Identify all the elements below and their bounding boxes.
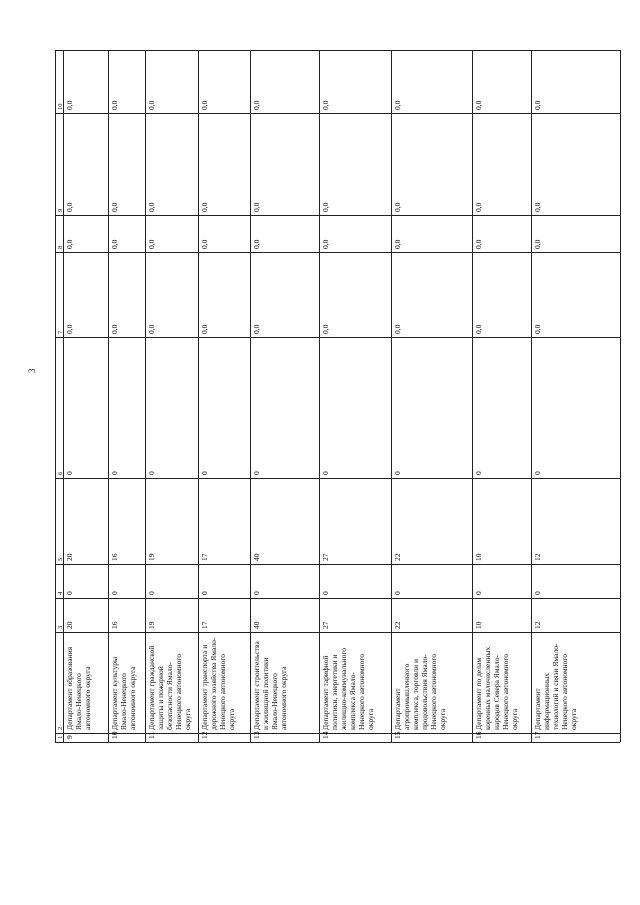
header-cell: 10 xyxy=(57,103,64,110)
table-row-border xyxy=(198,50,199,742)
data-table xyxy=(55,50,620,742)
table-cell: 0 xyxy=(321,471,330,475)
table-cell: 19 xyxy=(147,553,156,561)
table-cell: 0,0 xyxy=(147,324,156,334)
table-cell: 12 xyxy=(533,621,542,629)
table-cell: 0,0 xyxy=(474,324,483,334)
table-column-border xyxy=(55,252,620,253)
table-cell: 0,0 xyxy=(474,100,483,110)
table-row-border xyxy=(55,50,56,742)
table-cell: 10 xyxy=(474,553,483,561)
department-name-cell: Департамент образования Ямало-Ненецкого автономного округа xyxy=(65,646,92,730)
table-row-border xyxy=(250,50,251,742)
table-cell: 0 xyxy=(533,591,542,595)
table-row-border xyxy=(145,50,146,742)
table-cell: 0,0 xyxy=(147,202,156,212)
table-cell: 27 xyxy=(321,621,330,629)
table-cell: 20 xyxy=(65,621,74,629)
table-cell: 0,0 xyxy=(65,324,74,334)
table-column-border xyxy=(55,742,620,743)
table-cell: 17 xyxy=(200,621,209,629)
table-cell: 0,0 xyxy=(147,239,156,249)
table-cell: 0,0 xyxy=(200,202,209,212)
table-cell: 0 xyxy=(110,591,119,595)
table-cell: 20 xyxy=(65,553,74,561)
header-cell: 7 xyxy=(57,330,64,334)
table-cell: 0 xyxy=(321,591,330,595)
table-row-border xyxy=(319,50,320,742)
table-cell: 9 xyxy=(65,735,74,739)
table-row-border xyxy=(531,50,532,742)
table-cell: 16 xyxy=(110,621,119,629)
table-cell: 40 xyxy=(252,553,261,561)
table-cell: 0 xyxy=(474,471,483,475)
table-cell: 0 xyxy=(393,591,402,595)
table-cell: 0,0 xyxy=(533,202,542,212)
table-cell: 0 xyxy=(147,471,156,475)
table-cell: 0,0 xyxy=(393,202,402,212)
header-cell: 9 xyxy=(57,208,64,212)
department-name-cell: Департамент по делам коренных малочисленных народов Севера Ямало- Ненецкого автономного округа xyxy=(474,646,519,730)
table-cell: 0 xyxy=(200,591,209,595)
table-cell: 0 xyxy=(147,591,156,595)
table-cell: 0 xyxy=(110,471,119,475)
table-cell: 0 xyxy=(533,471,542,475)
header-cell: 1 xyxy=(57,735,64,739)
table-cell: 15 xyxy=(393,731,402,739)
table-cell: 0,0 xyxy=(533,239,542,249)
table-cell: 10 xyxy=(110,731,119,739)
table-cell: 0 xyxy=(252,471,261,475)
table-row-border xyxy=(391,50,392,742)
header-cell: 3 xyxy=(57,625,64,629)
table-row-border xyxy=(472,50,473,742)
table-cell: 0 xyxy=(200,471,209,475)
department-name-cell: Департамент информационных технологий и связи Ямало- Ненецкого автономного округа xyxy=(533,643,578,730)
table-cell: 0,0 xyxy=(321,324,330,334)
table-column-border xyxy=(55,337,620,338)
table-cell: 0,0 xyxy=(110,202,119,212)
table-column-border xyxy=(55,478,620,479)
table-cell: 0 xyxy=(65,471,74,475)
table-cell: 17 xyxy=(200,553,209,561)
table-row-border xyxy=(108,50,109,742)
table-cell: 13 xyxy=(252,731,261,739)
table-cell: 22 xyxy=(393,621,402,629)
table-cell: 0,0 xyxy=(474,239,483,249)
table-cell: 27 xyxy=(321,553,330,561)
table-cell: 11 xyxy=(147,731,156,739)
table-cell: 0 xyxy=(393,471,402,475)
department-name-cell: Департамент агропромышленного комплекса, торговли и продовольствия Ямало- Ненецкого автономного округа xyxy=(393,653,447,730)
table-column-border xyxy=(55,598,620,599)
header-cell: 8 xyxy=(57,245,64,249)
table-cell: 0,0 xyxy=(65,202,74,212)
table-column-border xyxy=(55,215,620,216)
table-cell: 0,0 xyxy=(110,239,119,249)
table-cell: 0,0 xyxy=(65,100,74,110)
table-cell: 22 xyxy=(393,553,402,561)
table-cell: 0,0 xyxy=(252,324,261,334)
table-cell: 0 xyxy=(65,591,74,595)
table-cell: 0,0 xyxy=(200,324,209,334)
table-cell: 0,0 xyxy=(393,239,402,249)
table-cell: 0,0 xyxy=(200,100,209,110)
header-cell: 6 xyxy=(57,471,64,475)
table-cell: 0,0 xyxy=(533,100,542,110)
table-cell: 0,0 xyxy=(393,100,402,110)
table-cell: 12 xyxy=(533,553,542,561)
table-row-border xyxy=(63,50,64,742)
table-cell: 0,0 xyxy=(200,239,209,249)
department-name-cell: Департамент строительства и жилищной политики Ямало-Ненецкого автономного округа xyxy=(252,641,288,730)
table-cell: 0,0 xyxy=(533,324,542,334)
table-cell: 19 xyxy=(147,621,156,629)
table-cell: 10 xyxy=(474,621,483,629)
table-cell: 0,0 xyxy=(393,324,402,334)
table-cell: 14 xyxy=(321,731,330,739)
table-cell: 0,0 xyxy=(110,100,119,110)
table-cell: 16 xyxy=(474,731,483,739)
page-number: 3 xyxy=(27,368,37,373)
table-cell: 0,0 xyxy=(65,239,74,249)
table-column-border xyxy=(55,113,620,114)
table-cell: 0,0 xyxy=(321,239,330,249)
table-column-border xyxy=(55,632,620,633)
table-cell: 0,0 xyxy=(147,100,156,110)
table-row-border xyxy=(620,50,621,742)
header-cell: 5 xyxy=(57,557,64,561)
table-cell: 40 xyxy=(252,621,261,629)
table-cell: 0,0 xyxy=(474,202,483,212)
table-column-border xyxy=(55,564,620,565)
table-cell: 16 xyxy=(110,553,119,561)
department-name-cell: Департамент транспорта и дорожного хозяйства Ямало- Ненецкого автономного округа xyxy=(200,637,236,730)
table-cell: 12 xyxy=(200,731,209,739)
header-cell: 4 xyxy=(57,591,64,595)
table-cell: 0,0 xyxy=(252,239,261,249)
department-name-cell: Департамент культуры Ямало-Ненецкого автономного округа xyxy=(110,656,137,730)
table-cell: 17 xyxy=(533,731,542,739)
department-name-cell: Департамент тарифной политики, энергетики и жилищно-коммунального комплекса Ямало- Ненецкого автономного округа xyxy=(321,647,375,730)
table-cell: 0,0 xyxy=(110,324,119,334)
department-name-cell: Департамент гражданской защиты и пожарной безопасности Ямало- Ненецкого автономного округа xyxy=(147,645,192,730)
table-cell: 0,0 xyxy=(321,202,330,212)
table-cell: 0,0 xyxy=(252,100,261,110)
table-cell: 0,0 xyxy=(321,100,330,110)
table-cell: 0,0 xyxy=(252,202,261,212)
table-cell: 0 xyxy=(474,591,483,595)
table-column-border xyxy=(55,50,620,51)
header-cell: 2 xyxy=(57,726,64,730)
table-cell: 0 xyxy=(252,591,261,595)
